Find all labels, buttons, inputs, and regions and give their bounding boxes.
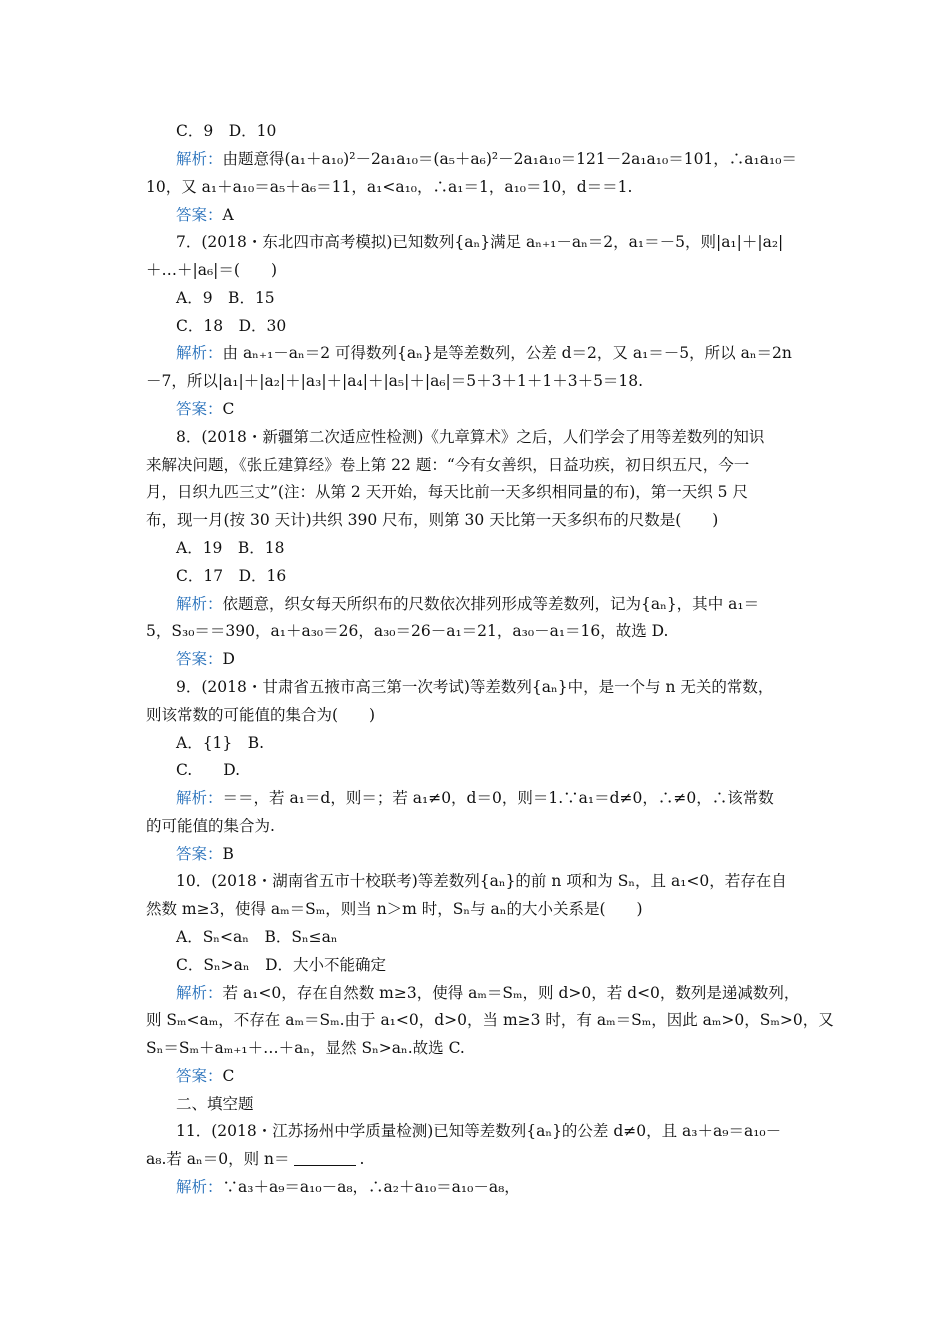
line-text: ∵a₃＋a₉＝a₁₀－a₈，∴a₂＋a₁₀＝a₁₀－a₈， (222, 1178, 520, 1196)
line-text: 布，现一月(按 30 天计)共织 390 尺布，则第 30 天比第一天多织布的尺数是( ) (146, 511, 719, 529)
text-line (176, 146, 797, 172)
line-text: A．{1} B. (176, 734, 265, 752)
line-text: ＝＝，若 a₁＝d，则＝；若 a₁≠0，d＝0，则＝1.∵a₁＝d≠0，∴≠0，∴该常数 (222, 789, 774, 807)
text-line (176, 1118, 781, 1144)
line-text: 二、填空题 (176, 1095, 254, 1113)
line-label: 答案： (176, 650, 223, 668)
text-line (146, 257, 277, 283)
line-text: 的可能值的集合为. (146, 817, 275, 835)
text-line (146, 174, 632, 200)
text-line (146, 896, 643, 922)
text-line (176, 841, 234, 867)
line-text: a₈.若 aₙ＝0，则 n＝ (146, 1150, 290, 1168)
text-line (176, 1091, 254, 1117)
text-line (146, 618, 668, 644)
answer-blank (294, 1163, 356, 1166)
line-text: 9．(2018・甘肃省五掖市高三第一次考试)等差数列{aₙ}中，是一个与 n 无关的常数， (176, 678, 774, 696)
text-line (176, 924, 338, 950)
text-line (176, 591, 759, 617)
line-label: 解析： (176, 789, 223, 807)
line-label: 解析： (176, 984, 223, 1002)
line-text: 月，日织九匹三丈”(注：从第 2 天开始，每天比前一天多织相同量的布)，第一天织 5 尺 (146, 483, 748, 501)
text-line (176, 952, 386, 978)
line-text: 10．(2018・湖南省五市十校联考)等差数列{aₙ}的前 n 项和为 Sₙ，且 a₁<0，若存在自 (176, 872, 787, 890)
line-text: A．19 B．18 (176, 539, 285, 557)
line-text: －7，所以|a₁|＋|a₂|＋|a₃|＋|a₄|＋|a₅|＋|a₆|＝5＋3＋1＋1＋3＋5＝18. (146, 372, 644, 390)
text-line (176, 757, 240, 783)
text-line (176, 340, 792, 366)
line-text: 然数 m≥3，使得 aₘ＝Sₘ，则当 n＞m 时，Sₙ与 aₙ的大小关系是( ) (146, 900, 643, 918)
text-line (176, 535, 285, 561)
line-text: 则该常数的可能值的集合为( ) (146, 706, 376, 724)
text-line (176, 285, 275, 311)
line-text: 11．(2018・江苏扬州中学质量检测)已知等差数列{aₙ}的公差 d≠0，且 a₃＋a₉＝a₁₀－ (176, 1122, 782, 1140)
line-text: C．18 D．30 (176, 317, 287, 335)
line-text: D (222, 650, 235, 668)
line-text: 则 Sₘ<aₘ，不存在 aₘ＝Sₘ.由于 a₁<0，d>0，当 m≥3 时，有 aₘ＝Sₘ，因此 aₘ>0，Sₘ>0，又 (146, 1011, 834, 1029)
line-label: 解析： (176, 150, 223, 168)
text-line (146, 702, 375, 728)
line-label: 答案： (176, 845, 223, 863)
line-text: B (222, 845, 234, 863)
text-line (176, 229, 783, 255)
text-line (146, 813, 275, 839)
text-line (146, 479, 748, 505)
line-text: 8．(2018・新疆第二次适应性检测)《九章算术》之后，人们学会了用等差数列的知识 (176, 428, 765, 446)
line-text: A．9 B．15 (176, 289, 275, 307)
line-text: C．Sₙ>aₙ D．大小不能确定 (176, 956, 387, 974)
line-label: 解析： (176, 595, 223, 613)
text-line (176, 646, 235, 672)
line-text: ＋…＋|a₆|＝( ) (146, 261, 277, 279)
text-line (146, 1035, 465, 1061)
text-line (146, 1146, 364, 1172)
text-line (176, 1174, 520, 1200)
text-line (176, 1063, 234, 1089)
line-text: 5，S₃₀＝＝390，a₁＋a₃₀＝26，a₃₀＝26－a₁＝21，a₃₀－a₁＝16，故选 D. (146, 622, 669, 640)
text-line (176, 980, 799, 1006)
line-tail: . (359, 1150, 365, 1168)
text-line (176, 202, 234, 228)
line-label: 解析： (176, 1178, 223, 1196)
line-text: 10，又 a₁＋a₁₀＝a₅＋a₆＝11，a₁<a₁₀，∴a₁＝1，a₁₀＝10，d＝＝1. (146, 178, 633, 196)
line-text: C (222, 400, 235, 418)
text-line (146, 507, 718, 533)
line-text: 若 a₁<0，存在自然数 m≥3，使得 aₘ＝Sₘ，则 d>0，若 d<0，数列是递减数列， (222, 984, 800, 1002)
text-line (146, 452, 749, 478)
text-line (176, 563, 286, 589)
line-text: Sₙ＝Sₘ＋aₘ₊₁＋…＋aₙ，显然 Sₙ>aₙ.故选 C. (146, 1039, 465, 1057)
line-text: 由题意得(a₁＋a₁₀)²－2a₁a₁₀＝(a₅＋a₆)²－2a₁a₁₀＝121－2a₁a₁₀＝101，∴a₁a₁₀＝ (222, 150, 797, 168)
text-line (176, 424, 764, 450)
line-text: C. D. (176, 761, 241, 779)
line-text: C．17 D．16 (176, 567, 287, 585)
line-label: 答案： (176, 206, 223, 224)
line-text: C．9 D．10 (176, 122, 277, 140)
text-line (176, 118, 276, 144)
text-line (176, 396, 234, 422)
line-text: 依题意，织女每天所织布的尺数依次排列形成等差数列，记为{aₙ}，其中 a₁＝ (222, 595, 760, 613)
line-label: 解析： (176, 344, 223, 362)
text-line (146, 1007, 834, 1033)
line-text: 由 aₙ₊₁－aₙ＝2 可得数列{aₙ}是等差数列，公差 d＝2，又 a₁＝－5，所以 aₙ＝2n (222, 344, 792, 362)
text-line (176, 868, 787, 894)
text-line (176, 730, 264, 756)
line-label: 答案： (176, 400, 223, 418)
line-label: 答案： (176, 1067, 223, 1085)
text-line (176, 785, 774, 811)
line-text: A (222, 206, 234, 224)
text-line (176, 313, 286, 339)
line-text: C (222, 1067, 235, 1085)
text-line (146, 368, 643, 394)
line-text: 7．(2018・东北四市高考模拟)已知数列{aₙ}满足 aₙ₊₁－aₙ＝2，a₁＝－5，则|a₁|＋|a₂| (176, 233, 784, 251)
line-text: A．Sₙ<aₙ B．Sₙ≤aₙ (176, 928, 338, 946)
line-text: 来解决问题，《张丘建算经》卷上第 22 题：“今有女善织，日益功疾，初日织五尺，今一 (146, 456, 750, 474)
text-line (176, 674, 773, 700)
